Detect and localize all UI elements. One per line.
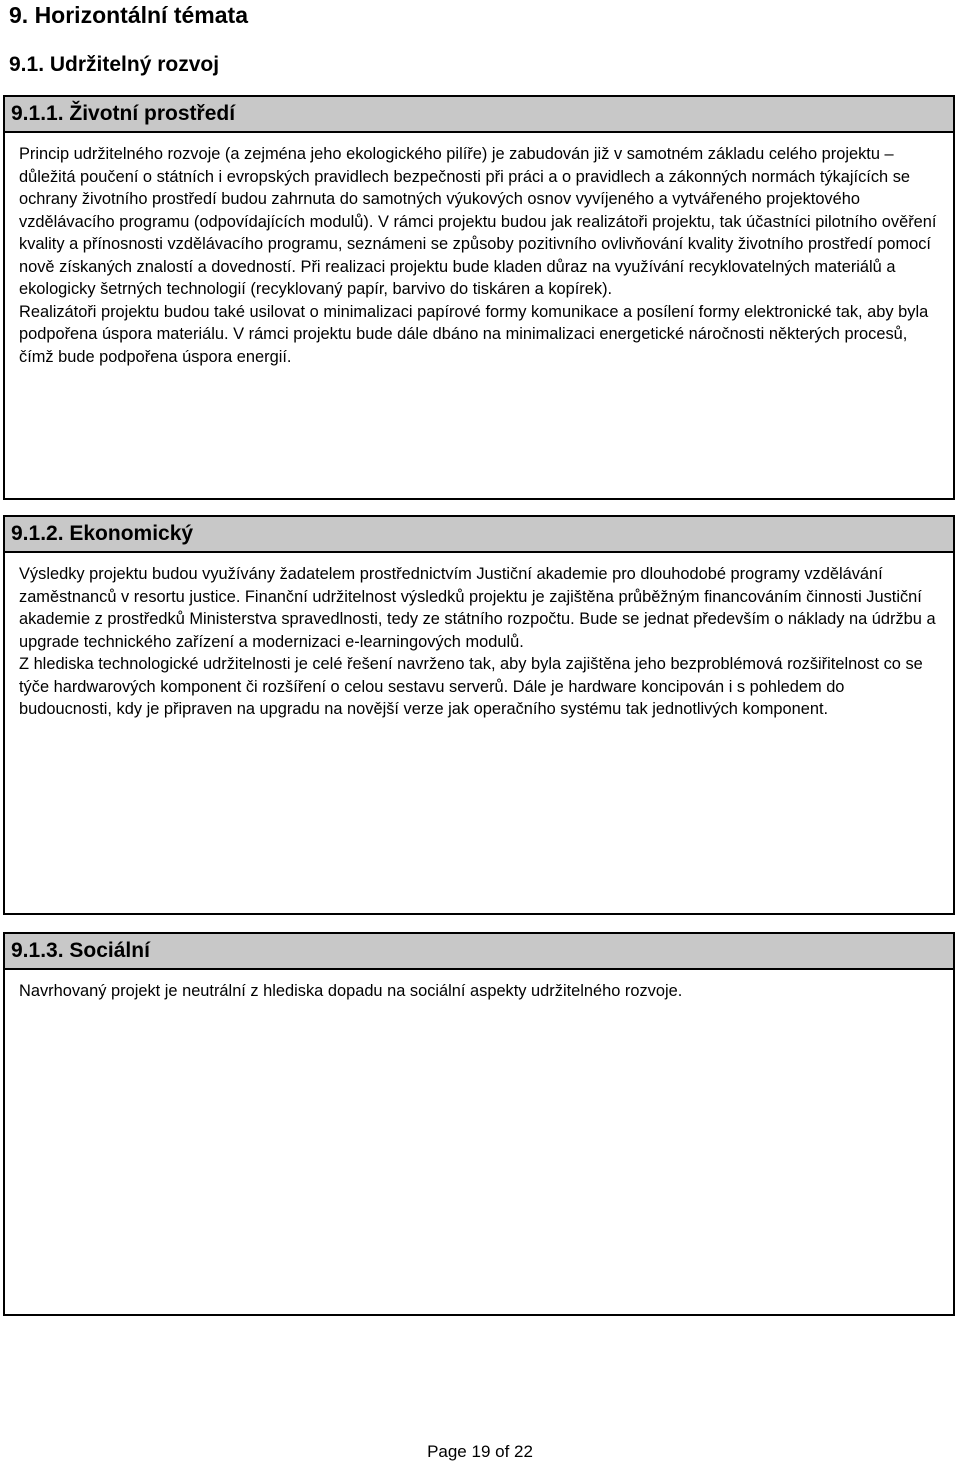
chapter-heading: 9. Horizontální témata [9,2,248,28]
paragraph: Navrhovaný projekt je neutrální z hlediska dopadu na sociální aspekty udržitelného rozvoje. [19,982,683,1000]
section-economic [3,515,955,915]
section-environment [3,95,955,500]
page-number: Page 19 of 22 [427,1442,533,1461]
section-body [5,553,953,721]
section-social [3,932,955,1316]
paragraph: Princip udržitelného rozvoje (a zejména jeho ekologického pilíře) je zabudován již v samotném základu celého projektu – důležitá poučení o státních i evropských pravidlech bezpečnosti při práci a o pravidlech a zákonných normách týkajících se ochrany životního prostředí budou zahrnuta do samotných výukových osnov vyvíjeného a vytvářeného projektového vzdělávacího programu (odpovídajících modulů). V rámci projektu budou jak realizátoři projektu, tak účastníci pilotního ověření kvality a přínosnosti vzdělávacího programu, seznámeni se způsoby pozitivního ovlivňování kvality životního prostředí pomocí nově získaných znalostí a dovedností. Při realizaci projektu bude kladen důraz na využívání recyklovatelných materiálů a ekologicky šetrných technologií (recyklovaný papír, barvivo do tiskáren a kopírek). [19,145,937,298]
section-body [5,133,953,368]
section-title: 9.1.3. Sociální [5,934,953,970]
paragraph: Výsledky projektu budou využívány žadatelem prostřednictvím Justiční akademie pro dlouhodobé programy vzdělávání zaměstnanců v resortu justice. Finanční udržitelnost výsledků projektu je zajištěna průběžným financováním činnosti Justiční akademie z prostředků Ministerstva spravedlnosti, tedy ze státního rozpočtu. Bude se jednat především o náklady na údržbu a upgrade technického zařízení a modernizaci e-learningových modulů. [19,565,936,651]
subchapter-heading: 9.1. Udržitelný rozvoj [9,53,220,76]
paragraph: Z hlediska technologické udržitelnosti je celé řešení navrženo tak, aby byla zajištěna jeho bezproblémová rozšiřitelnost co se týče hardwarových komponent či rozšíření o celou sestavu serverů. Dále je hardware koncipován i s pohledem do budoucnosti, kdy je připraven na upgradu na novější verze jak operačního systému tak jednotlivých komponent. [19,655,923,718]
section-title: 9.1.2. Ekonomický [5,517,953,553]
section-body [5,970,953,1003]
section-title: 9.1.1. Životní prostředí [5,97,953,133]
paragraph: Realizátoři projektu budou také usilovat o minimalizaci papírové formy komunikace a posílení formy elektronické tak, aby byla podpořena úspora materiálu. V rámci projektu bude dále dbáno na minimalizaci energetické náročnosti některých procesů, čímž bude podpořena úspora energií. [19,302,929,366]
